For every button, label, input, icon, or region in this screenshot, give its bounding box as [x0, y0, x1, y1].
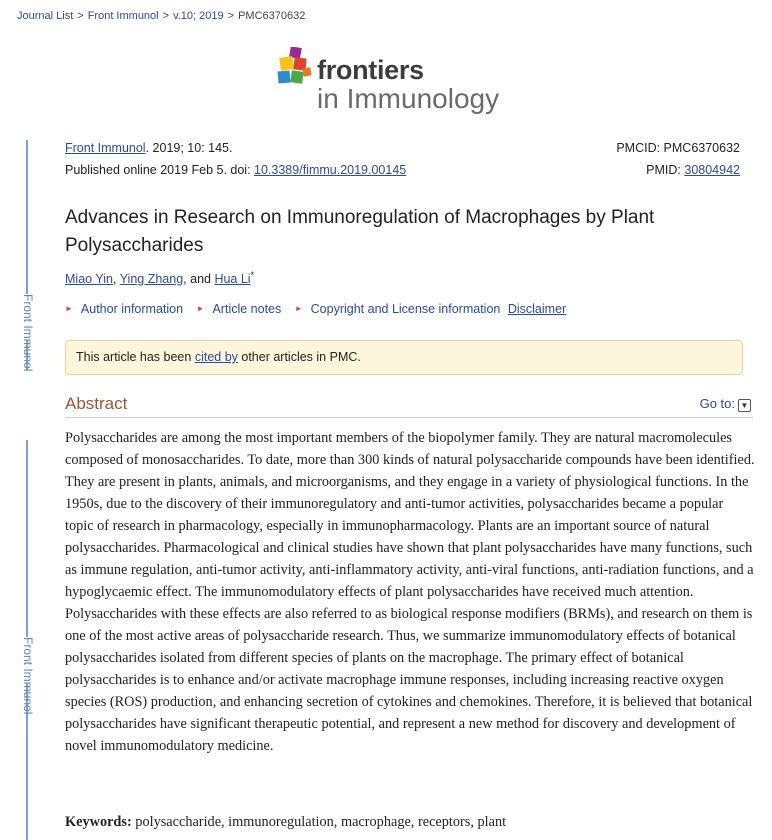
breadcrumb-volume[interactable]: v.10; 2019 — [173, 10, 224, 22]
breadcrumb-separator: > — [162, 10, 170, 22]
abstract-header — [65, 393, 753, 418]
journal-logo[interactable] — [276, 45, 516, 120]
author-link[interactable]: Miao Yin — [65, 272, 113, 287]
article-info-links — [65, 302, 566, 316]
breadcrumb-journal-list[interactable]: Journal List — [17, 10, 74, 22]
logo-subtitle: in Immunology — [317, 83, 500, 114]
article-title: Advances in Research on Immunoregulation of Macrophages by Plant Polysaccharides — [65, 207, 655, 256]
pmid-label: PMID: — [646, 163, 685, 177]
citation-line — [65, 141, 232, 155]
author-link[interactable]: Ying Zhang — [119, 272, 184, 287]
corresponding-author-mark: * — [250, 270, 255, 280]
author-link[interactable]: Hua Li — [214, 272, 251, 287]
abstract-heading: Abstract — [65, 394, 128, 413]
disclaimer-link[interactable]: Disclaimer — [507, 302, 567, 316]
pmid-link[interactable]: 30804942 — [684, 163, 740, 177]
logo-wordmark: frontiers — [317, 55, 424, 85]
article-notes-toggle[interactable]: Article notes — [212, 302, 282, 316]
goto-menu[interactable] — [700, 396, 751, 412]
author-list — [65, 270, 254, 286]
published-line — [65, 163, 406, 177]
breadcrumb — [17, 10, 305, 22]
keywords — [65, 814, 506, 831]
goto-label: Go to: — [699, 396, 735, 411]
pmid — [646, 163, 740, 177]
author-information-toggle[interactable]: Author information — [80, 302, 184, 316]
side-rail-top — [21, 140, 35, 370]
abstract-text: Polysaccharides are among the most important members of the biopolymer family. They are natural macromolecules composed of monosaccharides. To date, more than 300 kinds of natural polysaccharide compounds have been identified. They are present in plants, animals, and microorganisms, and they engage in a variety of physiological functions. In the 1950s, due to the discovery of their immunoregulatory and anti-tumor activities, polysaccharides became a popular topic of research in pharmacology, especially in immunopharmacology. Plants are an important source of natural polysaccharides. Pharmacological and clinical studies have shown that plant polysaccharides have many functions, such as immune regulation, anti-tumor activity, anti-inflammatory activity, anti-viral functions, anti-radiation functions, and a hypoglycaemic effect. The immunomodulatory effects of plant polysaccharides have received much attention. Polysaccharides with these effects are also referred to as biological response modifiers (BRMs), and research on them is one of the most active areas of polysaccharide research. Thus, we summarize immunomodulatory effects of botanical polysaccharides isolated from different species of plants on the macrophage. The primary effect of botanical polysaccharides is to enhance and/or activate macrophage immune responses, including increasing reactive oxygen species (ROS) production, and enhancing secretion of cytokines and chemokines. Therefore, it is believed that botanical polysaccharides have significant therapeutic potential, and represent a new method for discovery and development of novel immunomodulatory medicine. — [65, 430, 755, 754]
keywords-label: Keywords: — [65, 814, 132, 830]
notice-text-after: other articles in PMC. — [237, 350, 361, 364]
side-rail-bottom — [21, 440, 35, 840]
cited-by-link[interactable]: cited by — [194, 350, 238, 364]
pmcid: PMCID: PMC6370632 — [616, 141, 740, 155]
journal-link[interactable]: Front Immunol — [65, 141, 146, 155]
breadcrumb-current: PMC6370632 — [238, 10, 306, 22]
expand-triangle-icon: ► — [65, 304, 73, 313]
citation-details: . 2019; 10: 145. — [145, 141, 233, 155]
frontiers-logo-icon — [276, 47, 316, 91]
breadcrumb-separator: > — [77, 10, 84, 22]
author-separator: , and — [183, 272, 215, 287]
breadcrumb-front-immunol[interactable]: Front Immunol — [87, 10, 159, 22]
notice-text-before: This article has been — [76, 350, 195, 364]
expand-triangle-icon: ► — [196, 304, 205, 313]
keywords-list: polysaccharide, immunoregulation, macrophage, receptors, plant — [135, 814, 507, 830]
side-rail-label: Front Immunol — [21, 294, 35, 372]
author-separator: , — [112, 272, 120, 287]
chevron-down-icon: ▼ — [738, 399, 751, 412]
side-rail-label: Front Immunol — [21, 637, 35, 715]
cited-by-notice — [65, 340, 743, 375]
breadcrumb-separator: > — [227, 10, 235, 22]
expand-triangle-icon: ► — [294, 304, 303, 313]
doi-link[interactable]: 10.3389/fimmu.2019.00145 — [254, 163, 407, 177]
copyright-toggle[interactable]: Copyright and License information — [310, 302, 501, 316]
published-prefix: Published online 2019 Feb 5. doi: — [65, 163, 255, 177]
